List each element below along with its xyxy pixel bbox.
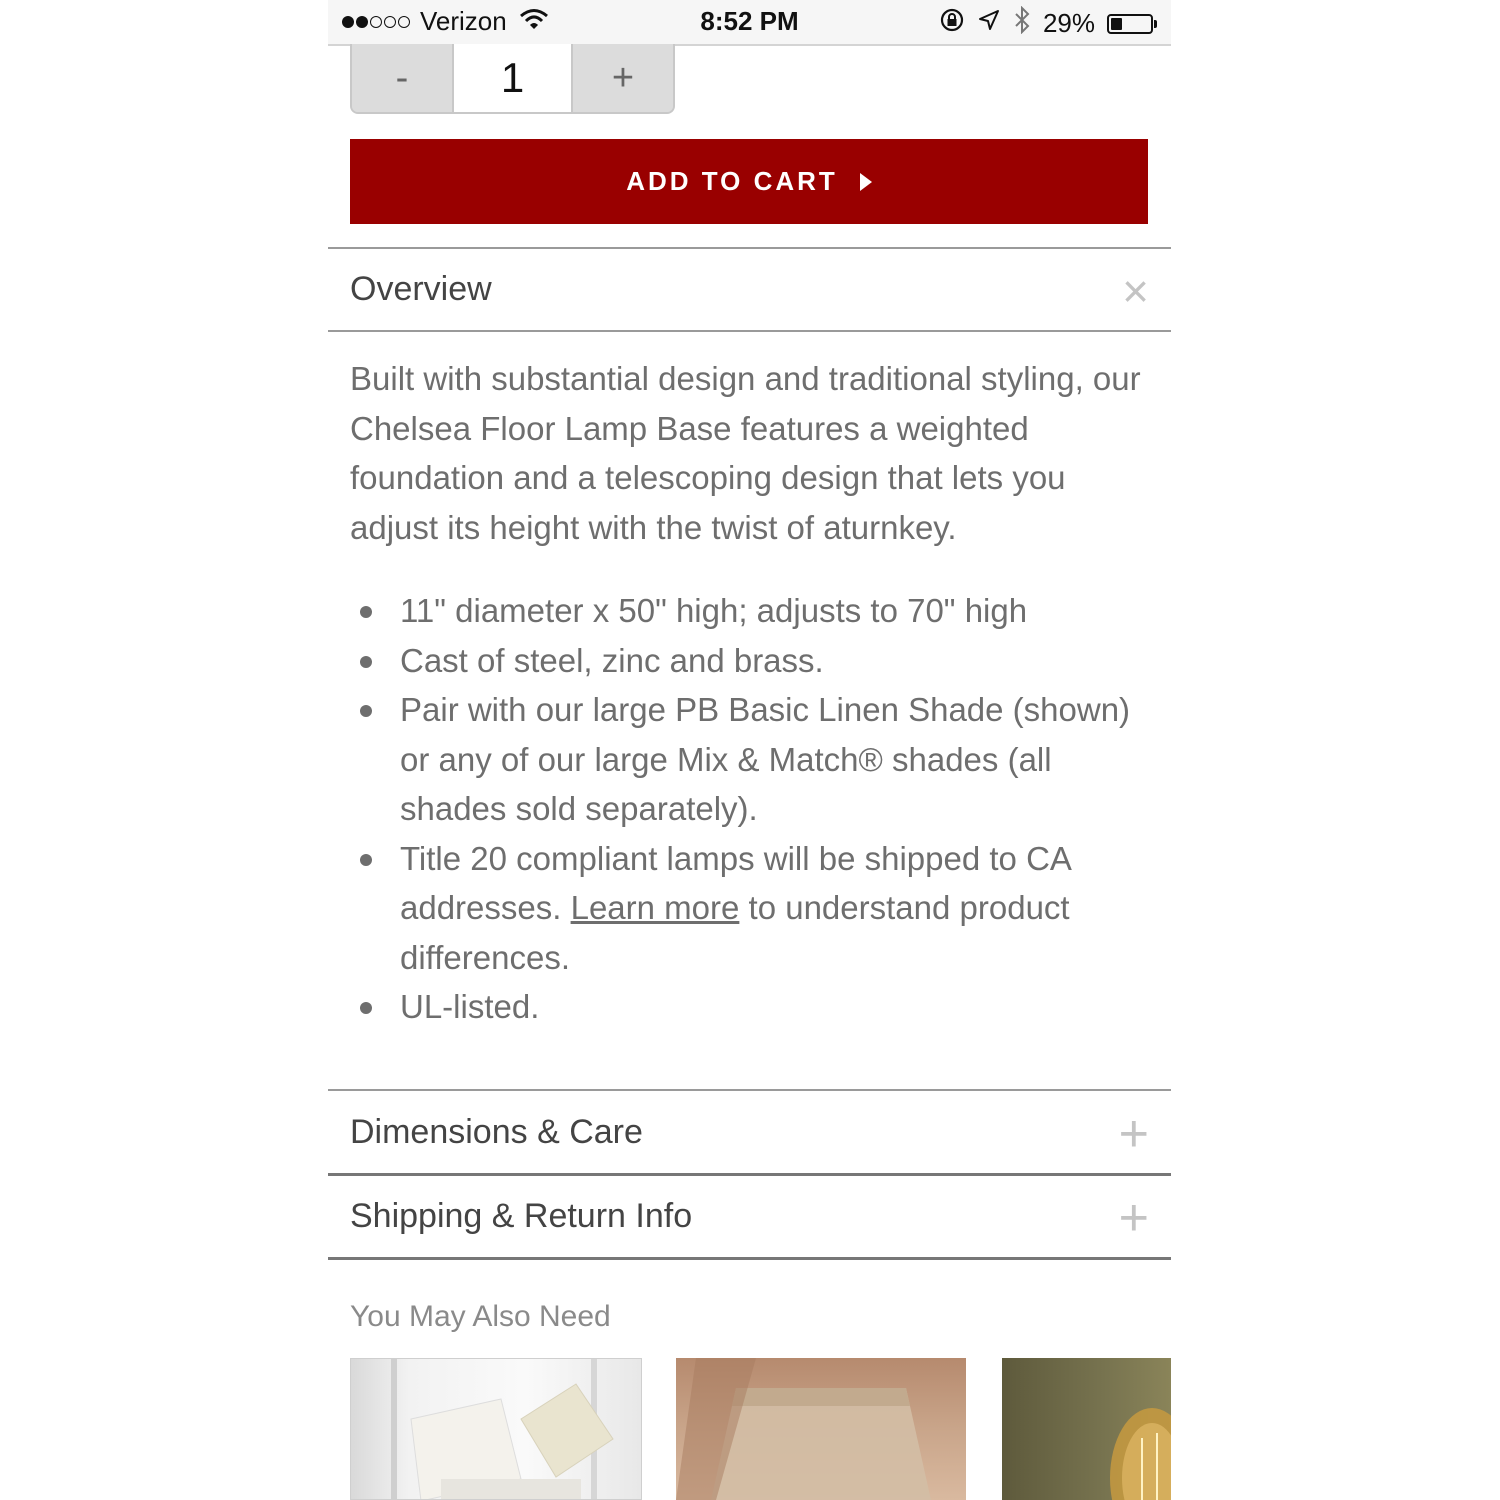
play-arrow-icon <box>860 173 872 191</box>
clock: 8:52 PM <box>700 6 799 36</box>
expand-plus-icon[interactable]: + <box>1118 1189 1149 1247</box>
battery-icon <box>1107 14 1157 34</box>
learn-more-link[interactable]: Learn more <box>570 889 740 926</box>
divider <box>328 1173 1171 1176</box>
carrier-name: Verizon <box>420 6 507 36</box>
product-page <box>328 0 1171 1500</box>
divider <box>328 1089 1171 1091</box>
overview-section-header[interactable]: Overview <box>350 270 492 308</box>
orientation-lock-icon <box>939 7 965 40</box>
divider <box>328 1257 1171 1260</box>
title20-text: Title 20 compliant lamps will be shipped to CA addresses. <box>400 839 1071 926</box>
dimensions-care-section-header[interactable]: Dimensions & Care <box>350 1113 643 1151</box>
close-icon[interactable]: × <box>1122 265 1149 317</box>
title20-text-end: to understand product differences. <box>400 889 1070 976</box>
divider <box>328 330 1171 332</box>
quantity-stepper <box>350 44 675 114</box>
bluetooth-icon <box>1013 6 1031 41</box>
location-arrow-icon <box>977 8 1001 39</box>
product-tile-linen-shade[interactable] <box>676 1358 966 1500</box>
add-to-cart-button[interactable] <box>350 139 1148 224</box>
quantity-input[interactable]: 1 <box>452 44 573 112</box>
quantity-decrease-button[interactable]: - <box>352 44 452 112</box>
product-tile-edison-bulb[interactable] <box>1002 1358 1171 1500</box>
battery-percent: 29% <box>1042 8 1095 38</box>
shipping-return-section-header[interactable]: Shipping & Return Info <box>350 1197 693 1235</box>
feature-list <box>350 586 1150 1032</box>
add-to-cart-label: ADD TO CART <box>626 166 838 196</box>
expand-plus-icon[interactable]: + <box>1118 1105 1149 1163</box>
list-item: Pair with our large PB Basic Linen Shade (shown) or any of our large Mix & Match® shades (all shades sold separately). <box>400 685 1150 834</box>
list-item: Cast of steel, zinc and brass. <box>400 636 1150 686</box>
product-tile-lamp-shades-white[interactable] <box>350 1358 642 1500</box>
list-item: 11" diameter x 50" high; adjusts to 70" high <box>400 586 1150 636</box>
you-may-also-need-heading: You May Also Need <box>350 1300 611 1333</box>
list-item: UL-listed. <box>400 982 1150 1032</box>
divider <box>328 247 1171 249</box>
overview-description: Built with substantial design and traditional styling, our Chelsea Floor Lamp Base features a weighted foundation and a telescoping design that lets you adjust its height with the twist of aturnkey. <box>350 360 1141 546</box>
list-item <box>400 834 1150 983</box>
status-bar <box>328 0 1171 46</box>
quantity-increase-button[interactable]: + <box>573 44 673 112</box>
overview-content <box>350 354 1150 1032</box>
